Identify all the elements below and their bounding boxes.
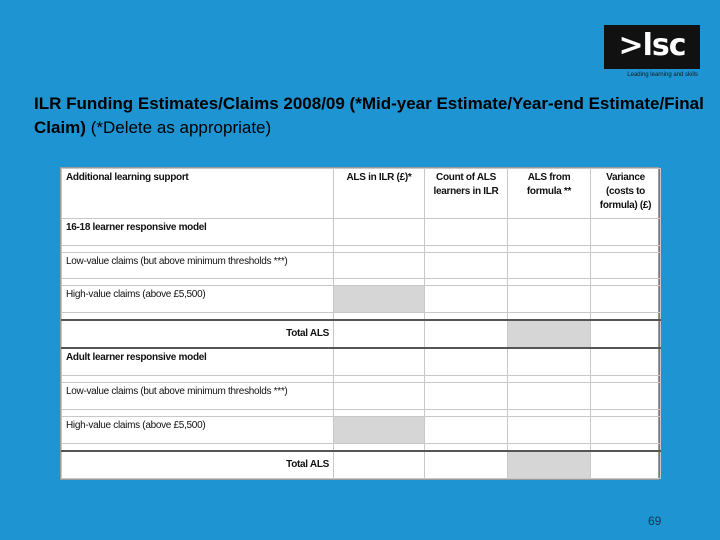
table-row	[62, 443, 661, 451]
table-cell[interactable]	[591, 417, 661, 444]
table-cell[interactable]	[425, 313, 508, 321]
lsc-logo: >lsc	[604, 25, 700, 69]
disabled-cell	[508, 451, 591, 479]
table-row	[62, 410, 661, 417]
page-title	[34, 92, 714, 140]
header-cell: ALS in ILR (£)*	[334, 169, 425, 219]
table-cell[interactable]	[425, 320, 508, 348]
table-cell[interactable]	[508, 219, 591, 246]
table-cell[interactable]	[425, 219, 508, 246]
table-cell[interactable]	[591, 410, 661, 417]
disabled-cell	[334, 417, 425, 444]
logo-tagline: Leading learning and skills	[627, 72, 698, 78]
table-cell[interactable]	[508, 348, 591, 375]
table-cell[interactable]	[425, 410, 508, 417]
table-cell[interactable]	[425, 443, 508, 451]
table-cell[interactable]	[425, 451, 508, 479]
table-row	[62, 245, 661, 252]
disabled-cell	[334, 286, 425, 313]
table-row	[62, 376, 661, 383]
table-cell[interactable]	[334, 348, 425, 375]
table-cell[interactable]	[334, 443, 425, 451]
table-cell[interactable]	[508, 376, 591, 383]
table-cell[interactable]	[334, 279, 425, 286]
table-cell[interactable]	[591, 348, 661, 375]
total-label: Total ALS	[62, 320, 334, 348]
table-cell[interactable]	[508, 286, 591, 313]
table-cell[interactable]	[425, 286, 508, 313]
table-cell[interactable]	[334, 245, 425, 252]
row-label: Low-value claims (but above minimum thresholds ***)	[62, 383, 334, 410]
table-cell[interactable]	[591, 245, 661, 252]
table-row-total	[62, 451, 661, 479]
table-cell[interactable]	[334, 320, 425, 348]
table-row	[62, 417, 661, 444]
table-cell[interactable]	[508, 410, 591, 417]
table-cell[interactable]	[508, 443, 591, 451]
table-cell[interactable]	[425, 279, 508, 286]
table-cell[interactable]	[425, 383, 508, 410]
header-cell: ALS from formula **	[508, 169, 591, 219]
page-number: 69	[648, 514, 662, 528]
table-cell[interactable]	[591, 320, 661, 348]
table-row	[62, 313, 661, 321]
table-cell[interactable]	[508, 252, 591, 279]
table-cell[interactable]	[425, 348, 508, 375]
table-cell[interactable]	[591, 313, 661, 321]
table-cell[interactable]	[425, 245, 508, 252]
header-cell: Count of ALS learners in ILR	[425, 169, 508, 219]
section-label: 16-18 learner responsive model	[62, 219, 334, 246]
als-table	[60, 167, 659, 480]
table-cell[interactable]	[591, 443, 661, 451]
table-row	[62, 252, 661, 279]
spacer-cell	[62, 376, 334, 383]
table-cell[interactable]	[425, 376, 508, 383]
row-label: High-value claims (above £5,500)	[62, 417, 334, 444]
table-cell[interactable]	[334, 219, 425, 246]
table-cell[interactable]	[591, 383, 661, 410]
table-cell[interactable]	[508, 417, 591, 444]
table-row	[62, 279, 661, 286]
table-cell[interactable]	[591, 451, 661, 479]
row-label: Low-value claims (but above minimum thresholds ***)	[62, 252, 334, 279]
spacer-cell	[62, 410, 334, 417]
table-row	[62, 383, 661, 410]
row-label: High-value claims (above £5,500)	[62, 286, 334, 313]
table-cell[interactable]	[334, 383, 425, 410]
table-cell[interactable]	[508, 313, 591, 321]
disabled-cell	[508, 320, 591, 348]
table-cell[interactable]	[334, 410, 425, 417]
table-cell[interactable]	[591, 279, 661, 286]
table-cell[interactable]	[334, 313, 425, 321]
table-cell[interactable]	[591, 252, 661, 279]
table-cell[interactable]	[591, 219, 661, 246]
header-cell: Variance (costs to formula) (£)	[591, 169, 661, 219]
table-cell[interactable]	[508, 383, 591, 410]
title-note: (*Delete as appropriate)	[85, 118, 272, 137]
table-cell[interactable]	[591, 376, 661, 383]
spacer-cell	[62, 313, 334, 321]
spacer-cell	[62, 279, 334, 286]
section-label: Adult learner responsive model	[62, 348, 334, 375]
table-cell[interactable]	[334, 252, 425, 279]
table-cell[interactable]	[591, 286, 661, 313]
header-cell: Additional learning support	[62, 169, 334, 219]
table-header-row	[62, 169, 661, 219]
table-row	[62, 286, 661, 313]
table-row	[62, 348, 661, 375]
table-cell[interactable]	[334, 451, 425, 479]
table-cell[interactable]	[508, 279, 591, 286]
spacer-cell	[62, 443, 334, 451]
table-cell[interactable]	[425, 417, 508, 444]
table-row	[62, 219, 661, 246]
spacer-cell	[62, 245, 334, 252]
total-label: Total ALS	[62, 451, 334, 479]
table-cell[interactable]	[425, 252, 508, 279]
table-row-total	[62, 320, 661, 348]
table-cell[interactable]	[508, 245, 591, 252]
title-main: ILR Funding Estimates/Claims 2008/09 (*Mid-year Estimate/Year-end Estimate/Final Claim)	[34, 94, 704, 137]
table-cell[interactable]	[334, 376, 425, 383]
